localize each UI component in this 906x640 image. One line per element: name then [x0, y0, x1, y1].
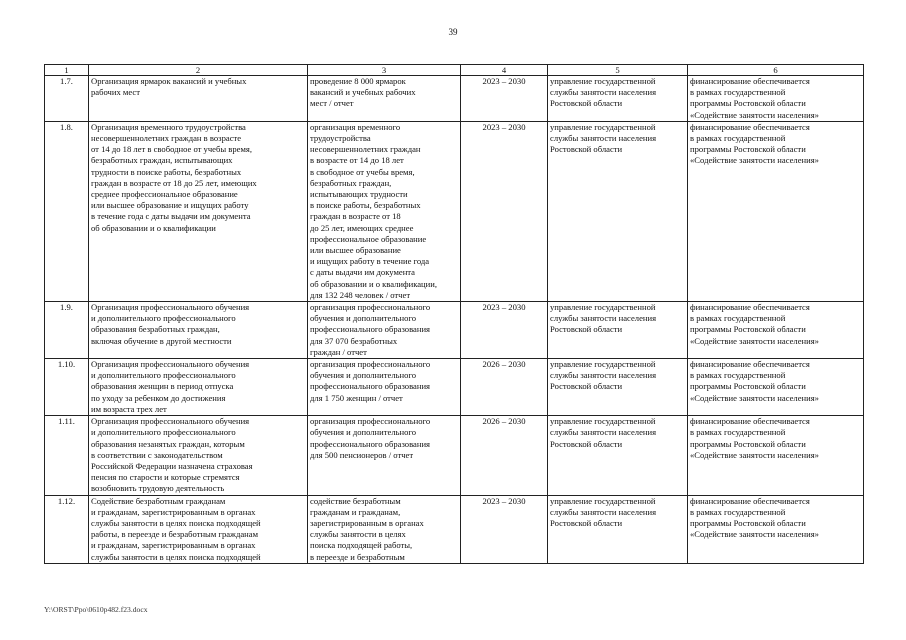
- measure-name: Организация временного трудоустройства несовершеннолетних граждан в возрасте от 14 до 18 лет в свободное от учебы время, безработных граждан, испытывающих трудности в поиске работы, безработных граждан в возрасте от 18 до 25 лет, имеющих среднее профессиональное образование или высшее образование и ищущих работу в течение года с даты выдачи им документа об образовании и о квалификации: [89, 121, 308, 301]
- table-row: [45, 359, 864, 416]
- column-number: 4: [461, 65, 548, 76]
- table-row: [45, 416, 864, 495]
- expected-result: содействие безработным гражданам и гражданам, зарегистрированным в органах службы занятости в целях поиска подходящей работы, в переезде и безработным: [308, 495, 461, 563]
- period: 2026 – 2030: [461, 416, 548, 495]
- financing: финансирование обеспечивается в рамках государственной программы Ростовской области «Содействие занятости населения»: [688, 121, 864, 301]
- period: 2023 – 2030: [461, 76, 548, 122]
- measure-name: Содействие безработным гражданам и гражданам, зарегистрированным в органах службы занятости в целях поиска подходящей работы, в переезде и безработным гражданам и гражданам, зарегистрированным в органах службы занятости в целях поиска подходящей: [89, 495, 308, 563]
- financing: финансирование обеспечивается в рамках государственной программы Ростовской области «Содействие занятости населения»: [688, 416, 864, 495]
- column-number: 6: [688, 65, 864, 76]
- expected-result: организация временного трудоустройства несовершеннолетних граждан в возрасте от 14 до 18 лет в свободное от учебы время, безработных граждан, испытывающих трудности в поиске работы, безработных граждан в возрасте от 18 до 25 лет, имеющих среднее профессиональное образование или высшее образование и ищущих работу в течение года с даты выдачи им документа об образовании и о квалификации, для 132 248 человек / отчет: [308, 121, 461, 301]
- expected-result: организация профессионального обучения и дополнительного профессионального образования для 500 пенсионеров / отчет: [308, 416, 461, 495]
- table-row: [45, 121, 864, 301]
- column-number: 3: [308, 65, 461, 76]
- measure-name: Организация профессионального обучения и дополнительного профессионального образования безработных граждан, включая обучение в другой местности: [89, 302, 308, 359]
- period: 2026 – 2030: [461, 359, 548, 416]
- measure-name: Организация профессионального обучения и дополнительного профессионального образования женщин в период отпуска по уходу за ребенком до достижения им возраста трех лет: [89, 359, 308, 416]
- executor: управление государственной службы занятости населения Ростовской области: [548, 359, 688, 416]
- period: 2023 – 2030: [461, 302, 548, 359]
- expected-result: организация профессионального обучения и дополнительного профессионального образования для 1 750 женщин / отчет: [308, 359, 461, 416]
- period: 2023 – 2030: [461, 121, 548, 301]
- measures-table: [44, 64, 864, 564]
- table-row: [45, 76, 864, 122]
- item-number: 1.9.: [45, 302, 89, 359]
- column-number-row: [45, 65, 864, 76]
- financing: финансирование обеспечивается в рамках государственной программы Ростовской области «Содействие занятости населения»: [688, 76, 864, 122]
- executor: управление государственной службы занятости населения Ростовской области: [548, 76, 688, 122]
- executor: управление государственной службы занятости населения Ростовской области: [548, 121, 688, 301]
- item-number: 1.8.: [45, 121, 89, 301]
- financing: финансирование обеспечивается в рамках государственной программы Ростовской области «Содействие занятости населения»: [688, 302, 864, 359]
- item-number: 1.12.: [45, 495, 89, 563]
- executor: управление государственной службы занятости населения Ростовской области: [548, 495, 688, 563]
- measure-name: Организация профессионального обучения и дополнительного профессионального образования незанятых граждан, которым в соответствии с законодательством Российской Федерации назначена страховая пенсия по старости и которые стремятся возобновить трудовую деятельность: [89, 416, 308, 495]
- measure-name: Организация ярмарок вакансий и учебных рабочих мест: [89, 76, 308, 122]
- column-number: 5: [548, 65, 688, 76]
- page-number: 39: [448, 27, 458, 37]
- executor: управление государственной службы занятости населения Ростовской области: [548, 416, 688, 495]
- expected-result: проведение 8 000 ярмарок вакансий и учебных рабочих мест / отчет: [308, 76, 461, 122]
- column-number: 1: [45, 65, 89, 76]
- expected-result: организация профессионального обучения и дополнительного профессионального образования для 37 070 безработных граждан / отчет: [308, 302, 461, 359]
- executor: управление государственной службы занятости населения Ростовской области: [548, 302, 688, 359]
- item-number: 1.11.: [45, 416, 89, 495]
- financing: финансирование обеспечивается в рамках государственной программы Ростовской области «Содействие занятости населения»: [688, 359, 864, 416]
- item-number: 1.7.: [45, 76, 89, 122]
- table-row: [45, 302, 864, 359]
- table-row: [45, 495, 864, 563]
- item-number: 1.10.: [45, 359, 89, 416]
- financing: финансирование обеспечивается в рамках государственной программы Ростовской области «Содействие занятости населения»: [688, 495, 864, 563]
- column-number: 2: [89, 65, 308, 76]
- period: 2023 – 2030: [461, 495, 548, 563]
- file-path-footer: Y:\ORST\Ppo\0610p482.f23.docx: [44, 605, 148, 614]
